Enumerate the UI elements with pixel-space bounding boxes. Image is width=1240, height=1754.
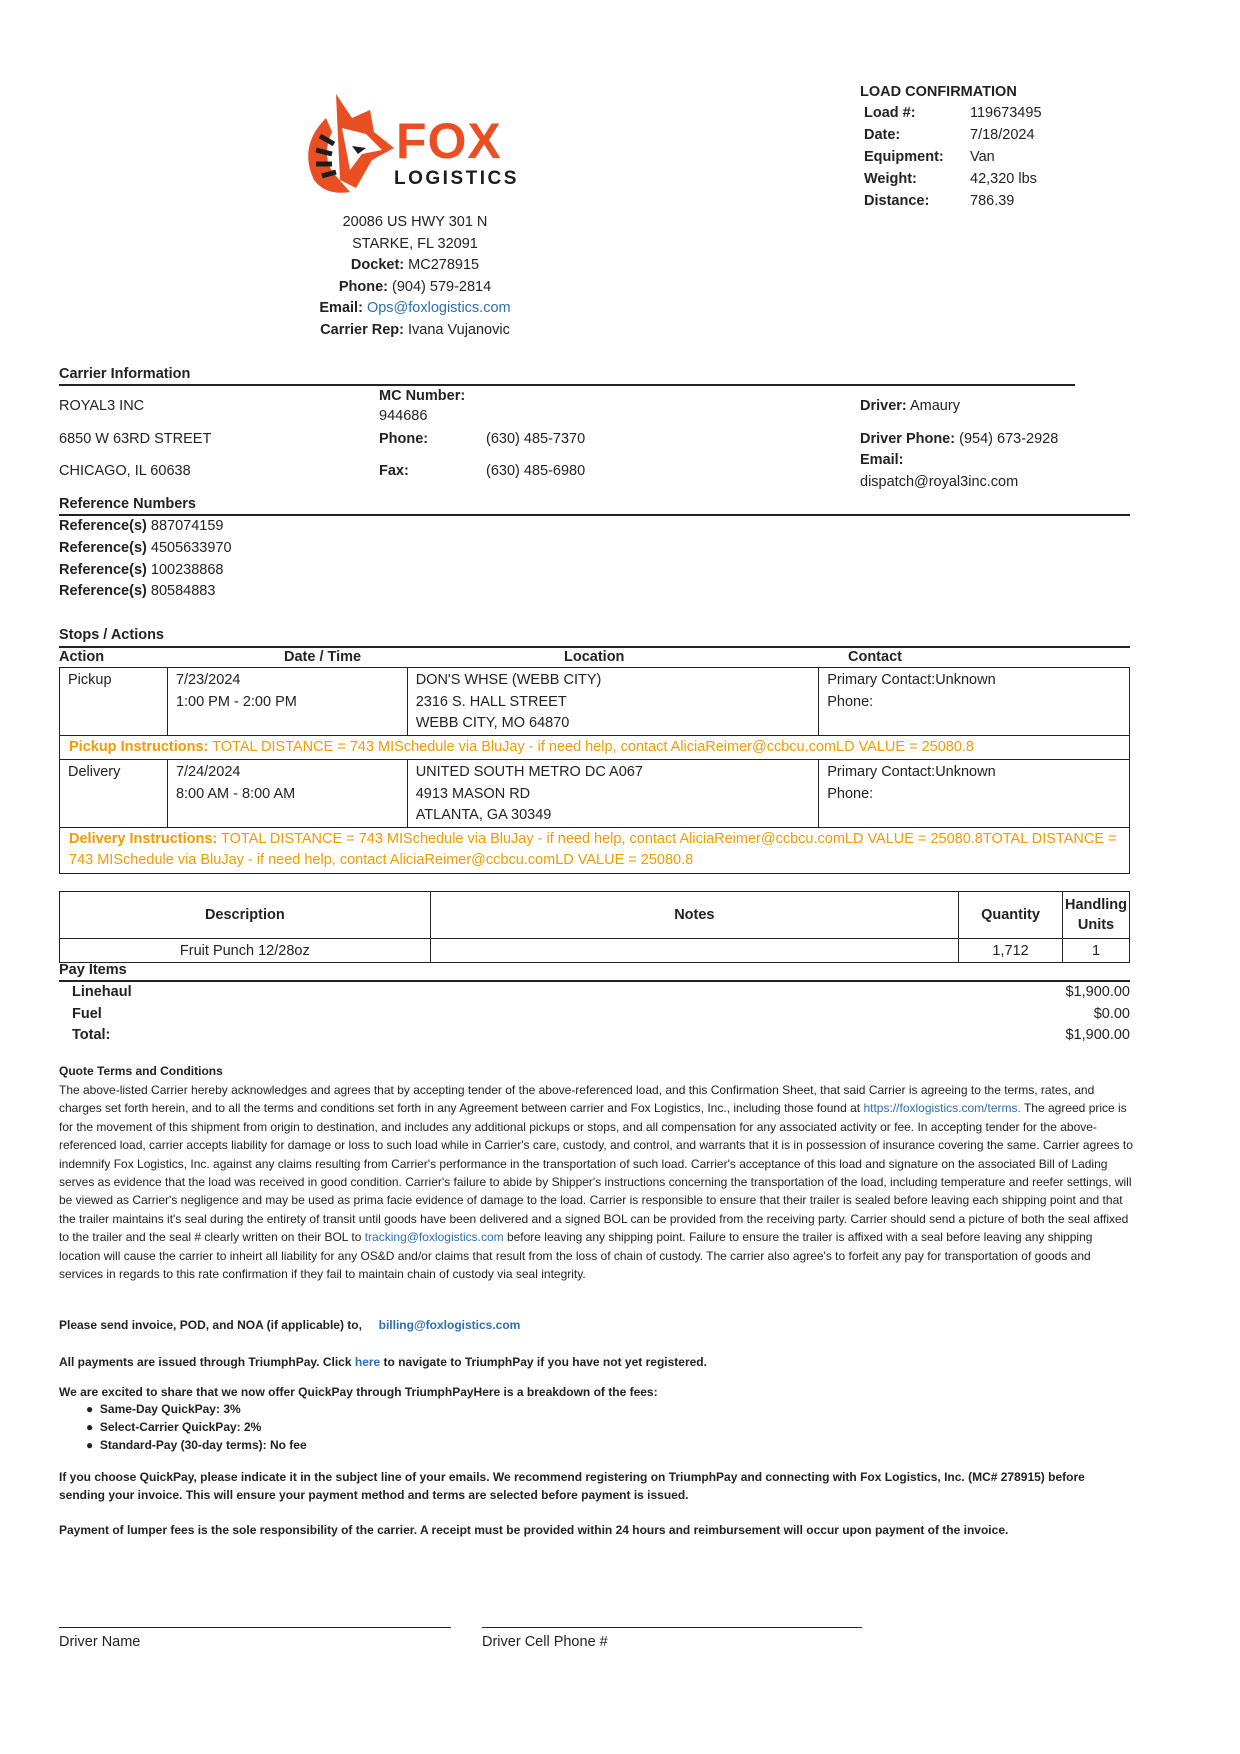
commodity-header-description: Description — [60, 892, 431, 939]
terms-text-2: The agreed price is for the movement of this shipment from origin to destination, and includes any additional pickups or stops, and all compensation for any associated activity or fee. In accepting tender for the above-referenced load, carrier accepts liability for damage or loss to such load while in Carrier's care, custody, and control, and warrants that it is in possession of insurance covering the same. Carrier agrees to indemnify Fox Logistics, Inc. against any claims resulting from Carrier's performance in the transportation of such load. Carrier's acceptance of this load and signature on the associated Bill of Lading serves as evidence that the load was received in good condition. Carrier's failure to abide by Shipper's instructions concerning the transportation of the load, including temperature and reefer settings, will be viewed as Carrier's negligence and may be used as prima facie evidence of damage to the load. Carrier is responsible to ensure that their trailer is sealed before leaving each shipping point and that the trailer maintains it's seal during the entirety of transit until goods have been delivered and a signed BOL can be provided from the receiving party. Carrier should send a picture of both the seal affixed to the trailer and the seal # clearly written on their BOL to — [59, 1101, 1133, 1245]
stop-datetime — [167, 668, 407, 736]
stop-action: Delivery — [60, 760, 168, 828]
stops-header-contact: Contact — [848, 649, 902, 665]
handling-units-label-2: Units — [1077, 917, 1115, 933]
load-number-label: Load #: — [864, 105, 916, 121]
stop-date: 7/24/2024 — [175, 764, 241, 780]
carrier-phone-label: Phone: — [379, 431, 429, 447]
pay-items-heading: Pay Items — [59, 962, 127, 978]
delivery-instructions-text: TOTAL DISTANCE = 743 MISchedule via BluJay - if need help, contact AliciaReimer@ccbcu.comLD VALUE = 25080.8TOTAL DISTANCE = 743 MISchedule via BluJay - if need help, contact AliciaReimer@ccbcu.comLD VALUE = 25080.8 — [69, 830, 1117, 868]
driver-name-label: Driver Name — [59, 1634, 141, 1650]
commodity-header-row — [60, 892, 1130, 939]
stop-datetime — [167, 760, 407, 828]
company-email — [290, 298, 540, 320]
driver-phone-label: Driver Phone: — [860, 431, 956, 447]
company-address-line2: STARKE, FL 32091 — [352, 235, 478, 252]
stop-location — [407, 668, 819, 736]
carrier-city: CHICAGO, IL 60638 — [59, 463, 191, 479]
stop-contact-phone: Phone: — [827, 785, 874, 802]
stop-location-city: ATLANTA, GA 30349 — [415, 807, 552, 823]
commodity-row — [60, 939, 1130, 963]
invoice-instructions — [59, 1318, 520, 1332]
load-date-label: Date: — [864, 127, 901, 143]
terms-body — [59, 1081, 1134, 1283]
quickpay-fee-item: ● Same-Day QuickPay: 3% — [86, 1402, 241, 1416]
reference-item — [59, 540, 232, 556]
equipment-row — [864, 149, 1104, 165]
weight-row — [864, 171, 1104, 187]
docket-label: Docket: — [350, 257, 405, 274]
commodity-description: Fruit Punch 12/28oz — [60, 939, 431, 963]
triumphpay-note — [59, 1355, 707, 1369]
stops-header-action: Action — [59, 649, 105, 665]
invoice-text: Please send invoice, POD, and NOA (if applicable) to, — [59, 1318, 362, 1332]
stop-action: Pickup — [60, 668, 168, 736]
pay-item-label: Linehaul — [72, 984, 132, 1000]
pickup-instructions-text: TOTAL DISTANCE = 743 MISchedule via BluJay - if need help, contact AliciaReimer@ccbcu.comLD VALUE = 25080.8 — [212, 738, 974, 755]
company-address-line1: 20086 US HWY 301 N — [342, 214, 488, 230]
carrier-rep-value: Ivana Vujanovic — [408, 321, 510, 338]
terms-link[interactable]: https://foxlogistics.com/terms. — [863, 1101, 1021, 1116]
pay-total-label: Total: — [72, 1027, 111, 1043]
carrier-street: 6850 W 63RD STREET — [59, 431, 212, 447]
commodity-header-handling-units — [1062, 892, 1129, 939]
reference-label: Reference(s) — [59, 583, 147, 599]
reference-value: 887074159 — [150, 518, 224, 534]
quickpay-fee-text: Select-Carrier QuickPay: 2% — [99, 1420, 262, 1434]
stop-location-name: UNITED SOUTH METRO DC A067 — [415, 764, 643, 780]
lumper-note: Payment of lumper fees is the sole responsibility of the carrier. A receipt must be provided within 24 hours and reimbursement will occur upon payment of the invoice. — [59, 1523, 1009, 1537]
fox-icon — [296, 88, 400, 198]
carrier-rep — [290, 320, 540, 342]
logo-brand: FOX — [396, 113, 502, 169]
driver-email-value: dispatch@royal3inc.com — [860, 474, 1019, 490]
stop-contact — [819, 668, 1130, 736]
commodity-header-notes: Notes — [430, 892, 958, 939]
reference-value: 4505633970 — [150, 540, 232, 556]
stop-location-street: 2316 S. HALL STREET — [415, 693, 567, 710]
stop-location-city: WEBB CITY, MO 64870 — [415, 715, 570, 731]
quickpay-fee-text: Same-Day QuickPay: 3% — [99, 1402, 241, 1416]
load-confirmation-title: LOAD CONFIRMATION — [860, 84, 1017, 100]
weight-value: 42,320 lbs — [970, 171, 1037, 187]
stops-header-datetime: Date / Time — [284, 649, 362, 665]
driver-row — [860, 398, 960, 414]
company-phone — [290, 277, 540, 299]
stops-table — [59, 667, 1130, 874]
phone-value: (904) 579-2814 — [392, 278, 492, 295]
stop-row-delivery — [60, 760, 1130, 828]
stops-heading: Stops / Actions — [59, 627, 164, 643]
equipment-value: Van — [970, 149, 995, 165]
terms-heading: Quote Terms and Conditions — [59, 1064, 223, 1078]
reference-item — [59, 583, 215, 599]
terms-text-3: before leaving any shipping point. Failure to ensure the trailer is affixed with a seal before leaving any shipping location will cause the carrier to inheirt all liability for any OS&D and/or claims that result from the loss of chain of custody. The carrier also agree's to forfeit any pay for transportation of goods and services in regards to this rate confirmation if they fail to maintain chain of custody via seal integrity. — [59, 1230, 1093, 1282]
load-number-row — [864, 105, 1104, 121]
distance-row — [864, 193, 1104, 209]
commodity-quantity: 1,712 — [959, 939, 1063, 963]
pay-item-label: Fuel — [72, 1006, 102, 1022]
reference-label: Reference(s) — [59, 562, 147, 578]
billing-email-link[interactable]: billing@foxlogistics.com — [378, 1318, 521, 1332]
carrier-info-divider — [59, 384, 1075, 386]
company-logo — [296, 88, 526, 198]
delivery-instructions — [60, 827, 1130, 873]
carrier-rep-label: Carrier Rep: — [320, 321, 404, 338]
quickpay-note: If you choose QuickPay, please indicate it in the subject line of your emails. We recommend registering on TriumphPay and connecting with Fox Logistics, Inc. (MC# 278915) before sending your invoice. This will ensure your payment method and terms are selected before payment is issued. — [59, 1470, 1085, 1503]
triumphpay-text-1: All payments are issued through TriumphPay. Click — [59, 1355, 355, 1369]
quickpay-intro: We are excited to share that we now offer QuickPay through TriumphPayHere is a breakdown of the fees: — [59, 1385, 658, 1399]
company-email-link[interactable]: Ops@foxlogistics.com — [366, 300, 511, 317]
stop-time: 8:00 AM - 8:00 AM — [175, 785, 296, 802]
pickup-instructions-label: Pickup Instructions: — [69, 738, 209, 755]
quickpay-fee-item: ● Select-Carrier QuickPay: 2% — [86, 1420, 262, 1434]
terms-text-1: The above-listed Carrier hereby acknowledges and agrees that by accepting tender of the above-referenced load, and this Confirmation Sheet, that said Carrier is agreeing to the terms, rates, and charges set forth herein, and to all the terms and conditions set forth in any Agreement between carrier and Fox Logistics, Inc., including those found at — [59, 1083, 1095, 1116]
weight-label: Weight: — [864, 171, 917, 187]
stop-instructions-delivery — [60, 827, 1130, 873]
driver-label: Driver: — [860, 398, 907, 414]
stop-contact-name: Primary Contact:Unknown — [827, 672, 996, 688]
company-docket — [290, 255, 540, 277]
carrier-phone-value: (630) 485-7370 — [486, 431, 586, 447]
reference-numbers-heading: Reference Numbers — [59, 496, 196, 512]
driver-value: Amaury — [909, 398, 960, 414]
stop-contact — [819, 760, 1130, 828]
company-address-block — [290, 212, 540, 342]
mc-number-label: MC Number: — [379, 388, 466, 404]
load-date-value: 7/18/2024 — [970, 127, 1035, 143]
driver-email-label: Email: — [860, 452, 904, 468]
tracking-email-link[interactable]: tracking@foxlogistics.com — [364, 1230, 504, 1245]
pickup-instructions — [60, 735, 1130, 760]
pay-total-amount: $1,900.00 — [1065, 1027, 1130, 1043]
reference-item — [59, 562, 223, 578]
stop-date: 7/23/2024 — [175, 672, 241, 688]
stop-time: 1:00 PM - 2:00 PM — [175, 693, 297, 710]
stops-divider — [59, 646, 1130, 648]
commodity-header-quantity: Quantity — [959, 892, 1063, 939]
quickpay-fee-item: ● Standard-Pay (30-day terms): No fee — [86, 1438, 307, 1452]
reference-divider — [59, 514, 1130, 516]
email-label: Email: — [319, 300, 363, 317]
stop-contact-name: Primary Contact:Unknown — [827, 764, 996, 780]
stop-location-street: 4913 MASON RD — [415, 785, 531, 802]
driver-phone-value: (954) 673-2928 — [959, 431, 1059, 447]
stops-header-location: Location — [564, 649, 625, 665]
carrier-name: ROYAL3 INC — [59, 398, 145, 414]
distance-value: 786.39 — [970, 193, 1015, 209]
carrier-fax-label: Fax: — [379, 463, 409, 479]
reference-label: Reference(s) — [59, 540, 147, 556]
triumphpay-link[interactable]: here — [354, 1355, 381, 1369]
handling-units-label-1: Handling — [1064, 897, 1127, 913]
carrier-fax-value: (630) 485-6980 — [486, 463, 586, 479]
stop-location — [407, 760, 819, 828]
pay-items-divider — [59, 980, 1130, 982]
mc-number-value: 944686 — [379, 408, 428, 424]
stop-location-name: DON'S WHSE (WEBB CITY) — [415, 672, 602, 688]
load-number-value: 119673495 — [970, 105, 1042, 121]
reference-label: Reference(s) — [59, 518, 147, 534]
delivery-instructions-label: Delivery Instructions: — [69, 830, 218, 847]
stop-contact-phone: Phone: — [827, 693, 874, 710]
quickpay-fee-text: Standard-Pay (30-day terms): No fee — [99, 1438, 307, 1452]
carrier-info-heading: Carrier Information — [59, 366, 191, 382]
reference-item — [59, 518, 223, 534]
stop-instructions-pickup — [60, 735, 1130, 760]
equipment-label: Equipment: — [864, 149, 944, 165]
commodity-handling-units: 1 — [1062, 939, 1129, 963]
load-date-row — [864, 127, 1104, 143]
driver-cell-line — [482, 1627, 862, 1628]
reference-value: 80584883 — [150, 583, 216, 599]
reference-value: 100238868 — [150, 562, 224, 578]
triumphpay-text-2: to navigate to TriumphPay if you have not yet registered. — [380, 1355, 707, 1369]
commodity-table — [59, 891, 1130, 963]
logo-subtitle: LOGISTICS — [394, 168, 519, 189]
docket-value: MC278915 — [408, 257, 480, 274]
pay-item-amount: $1,900.00 — [1065, 984, 1130, 1000]
driver-cell-label: Driver Cell Phone # — [482, 1634, 608, 1650]
distance-label: Distance: — [864, 193, 930, 209]
pay-item-amount: $0.00 — [1093, 1006, 1130, 1022]
commodity-notes — [430, 939, 958, 963]
driver-phone-row — [860, 431, 1058, 447]
phone-label: Phone: — [338, 278, 388, 295]
stop-row-pickup — [60, 668, 1130, 736]
driver-name-line — [59, 1627, 451, 1628]
